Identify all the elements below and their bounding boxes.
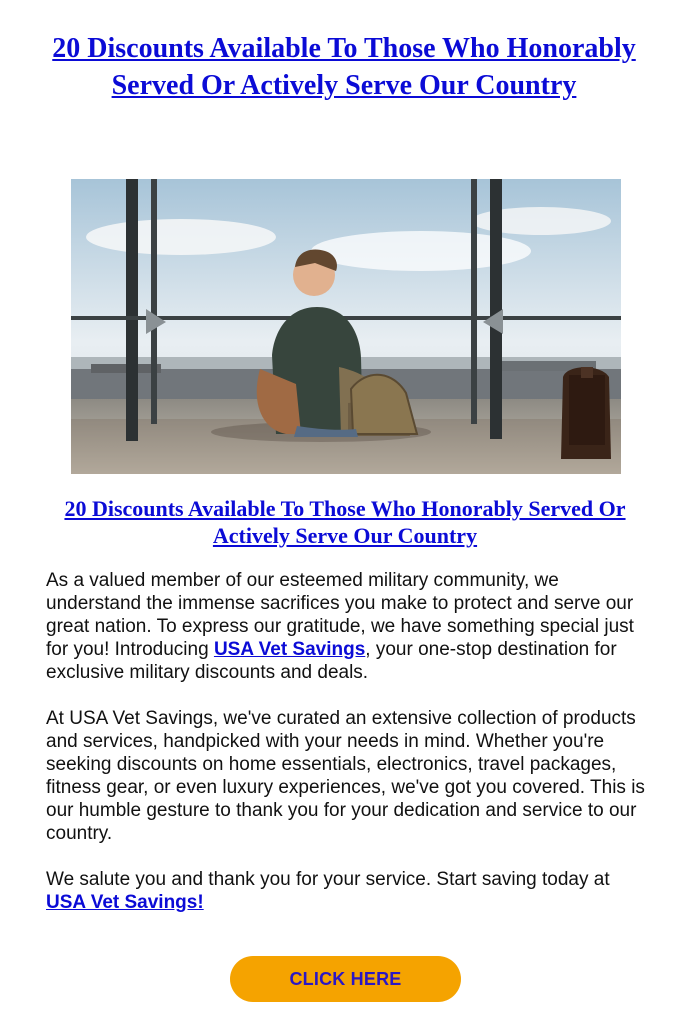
details-paragraph: At USA Vet Savings, we've curated an extensive collection of products and services, handpicked with your needs in mind. Whether you're seeking discounts on home essentials, electronics, travel packages, fitness gear, or even luxury experiences, we've got you covered. This is our humble gesture to thank you for your dedication and service to our country. — [46, 708, 645, 844]
headline-link[interactable]: 20 Discounts Available To Those Who Honorably Served Or Actively Serve Our Country — [52, 33, 636, 101]
intro-paragraph-text-after: , your one-stop destination for exclusive military discounts and deals. — [46, 639, 617, 683]
usa-vet-savings-link-2[interactable]: USA Vet Savings! — [46, 892, 204, 913]
hero-image[interactable] — [71, 179, 621, 474]
hero-photo — [71, 179, 621, 474]
intro-paragraph — [46, 569, 652, 684]
click-here-button[interactable]: CLICK HERE — [230, 956, 461, 1002]
cta-container — [230, 956, 461, 1002]
subheadline-link[interactable]: 20 Discounts Available To Those Who Honorably Served Or Actively Serve Our Country — [64, 496, 626, 548]
usa-vet-savings-link-1[interactable]: USA Vet Savings — [213, 639, 366, 660]
closing-paragraph — [46, 868, 652, 914]
intro-paragraph-text-before: As a valued member of our esteemed military community, we understand the immense sacrifices you make to protect and serve our great nation. To express our gratitude, we have something special just for you! Introducing — [46, 570, 634, 660]
closing-paragraph-text: We salute you and thank you for your service. Start saving today at — [46, 869, 610, 890]
